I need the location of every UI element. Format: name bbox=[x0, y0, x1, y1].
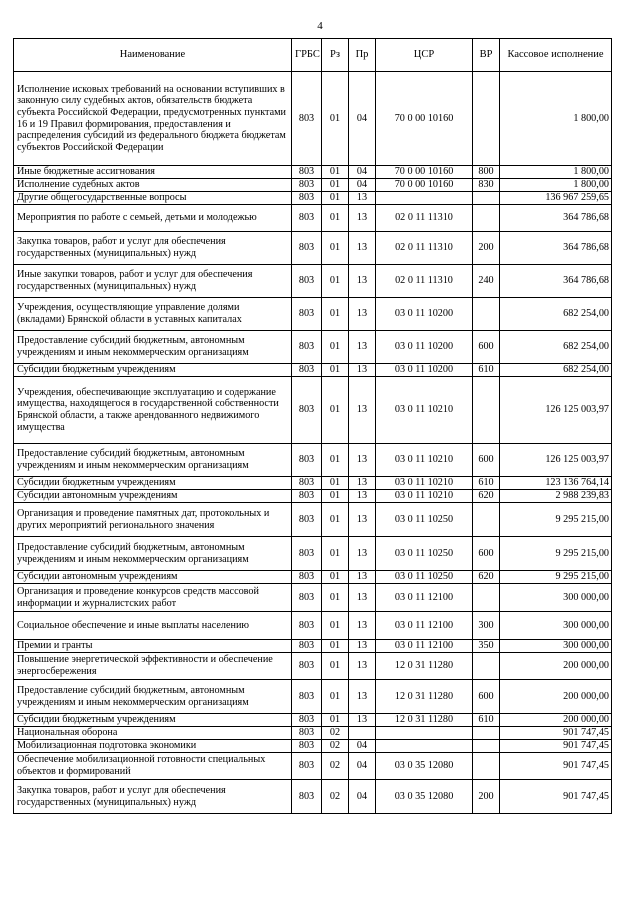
table-row bbox=[14, 377, 612, 444]
cell-vr: 600 bbox=[473, 444, 500, 477]
cell-csr: 03 0 11 12100 bbox=[376, 612, 473, 640]
cell-pr: 13 bbox=[349, 205, 376, 232]
cell-name: Учреждения, осуществляющие управление долями (вкладами) Брянской области в уставных капиталах bbox=[14, 298, 292, 331]
cell-csr: 70 0 00 10160 bbox=[376, 179, 473, 192]
cell-csr: 12 0 31 11280 bbox=[376, 714, 473, 727]
cell-pr: 04 bbox=[349, 179, 376, 192]
cell-csr: 03 0 11 10250 bbox=[376, 503, 473, 537]
cell-name: Субсидии бюджетным учреждениям bbox=[14, 714, 292, 727]
cell-pr: 13 bbox=[349, 653, 376, 680]
cell-rz: 01 bbox=[322, 232, 349, 265]
page-number: 4 bbox=[317, 20, 323, 32]
cell-name: Субсидии бюджетным учреждениям bbox=[14, 364, 292, 377]
cell-vr: 200 bbox=[473, 780, 500, 814]
cell-csr: 03 0 11 10200 bbox=[376, 298, 473, 331]
table-row bbox=[14, 232, 612, 265]
cell-vr bbox=[473, 377, 500, 444]
cell-csr: 12 0 31 11280 bbox=[376, 680, 473, 714]
cell-grbs: 803 bbox=[292, 753, 322, 780]
cell-rz: 01 bbox=[322, 166, 349, 179]
cell-pr: 13 bbox=[349, 571, 376, 584]
cell-name: Иные бюджетные ассигнования bbox=[14, 166, 292, 179]
cell-vr: 830 bbox=[473, 179, 500, 192]
cell-sum: 9 295 215,00 bbox=[500, 571, 612, 584]
header-grbs: ГРБС bbox=[292, 39, 322, 72]
cell-csr: 03 0 11 10210 bbox=[376, 444, 473, 477]
cell-grbs: 803 bbox=[292, 780, 322, 814]
table-row bbox=[14, 537, 612, 571]
table-row bbox=[14, 740, 612, 753]
table-row bbox=[14, 205, 612, 232]
cell-sum: 1 800,00 bbox=[500, 166, 612, 179]
cell-grbs: 803 bbox=[292, 265, 322, 298]
table-row bbox=[14, 331, 612, 364]
cell-rz: 01 bbox=[322, 192, 349, 205]
cell-rz: 01 bbox=[322, 179, 349, 192]
table-row bbox=[14, 298, 612, 331]
cell-csr: 03 0 11 12100 bbox=[376, 640, 473, 653]
cell-sum: 300 000,00 bbox=[500, 584, 612, 612]
cell-vr: 300 bbox=[473, 612, 500, 640]
cell-grbs: 803 bbox=[292, 166, 322, 179]
cell-csr: 02 0 11 11310 bbox=[376, 232, 473, 265]
cell-rz: 01 bbox=[322, 714, 349, 727]
cell-sum: 901 747,45 bbox=[500, 727, 612, 740]
cell-pr: 13 bbox=[349, 490, 376, 503]
table-row bbox=[14, 490, 612, 503]
table-row bbox=[14, 612, 612, 640]
cell-vr bbox=[473, 205, 500, 232]
cell-pr: 04 bbox=[349, 72, 376, 166]
cell-grbs: 803 bbox=[292, 714, 322, 727]
cell-sum: 1 800,00 bbox=[500, 72, 612, 166]
cell-pr: 13 bbox=[349, 537, 376, 571]
cell-rz: 01 bbox=[322, 537, 349, 571]
cell-pr: 13 bbox=[349, 364, 376, 377]
cell-vr: 800 bbox=[473, 166, 500, 179]
cell-rz: 01 bbox=[322, 477, 349, 490]
cell-csr: 70 0 00 10160 bbox=[376, 72, 473, 166]
cell-grbs: 803 bbox=[292, 205, 322, 232]
cell-grbs: 803 bbox=[292, 331, 322, 364]
cell-grbs: 803 bbox=[292, 612, 322, 640]
cell-grbs: 803 bbox=[292, 298, 322, 331]
cell-sum: 9 295 215,00 bbox=[500, 537, 612, 571]
cell-name: Исполнение исковых требований на основании вступивших в законную силу судебных актов, обязательств бюджета субъекта Российской Федерации, предусмотренных пунктами 16 и 19 Правил формирования, предоставления и распределения субсидий из федерального бюджета бюджетам субъектов Российской Федерации bbox=[14, 72, 292, 166]
cell-csr: 03 0 11 10210 bbox=[376, 490, 473, 503]
cell-sum: 901 747,45 bbox=[500, 753, 612, 780]
cell-rz: 01 bbox=[322, 490, 349, 503]
cell-rz: 01 bbox=[322, 331, 349, 364]
cell-name: Предоставление субсидий бюджетным, автономным учреждениям и иным некоммерческим организациям bbox=[14, 680, 292, 714]
cell-sum: 364 786,68 bbox=[500, 232, 612, 265]
cell-grbs: 803 bbox=[292, 571, 322, 584]
cell-pr: 13 bbox=[349, 503, 376, 537]
table-row bbox=[14, 780, 612, 814]
cell-name: Мероприятия по работе с семьей, детьми и молодежью bbox=[14, 205, 292, 232]
header-rz: Рз bbox=[322, 39, 349, 72]
cell-pr: 13 bbox=[349, 232, 376, 265]
cell-sum: 300 000,00 bbox=[500, 640, 612, 653]
cell-vr bbox=[473, 584, 500, 612]
cell-sum: 300 000,00 bbox=[500, 612, 612, 640]
cell-csr: 03 0 11 10250 bbox=[376, 571, 473, 584]
cell-grbs: 803 bbox=[292, 490, 322, 503]
cell-csr bbox=[376, 727, 473, 740]
cell-sum: 682 254,00 bbox=[500, 364, 612, 377]
cell-csr bbox=[376, 740, 473, 753]
cell-csr: 02 0 11 11310 bbox=[376, 205, 473, 232]
cell-name: Предоставление субсидий бюджетным, автономным учреждениям и иным некоммерческим организациям bbox=[14, 444, 292, 477]
cell-csr: 03 0 11 10200 bbox=[376, 331, 473, 364]
cell-rz: 01 bbox=[322, 653, 349, 680]
cell-sum: 1 800,00 bbox=[500, 179, 612, 192]
cell-pr: 04 bbox=[349, 740, 376, 753]
table-row bbox=[14, 640, 612, 653]
cell-grbs: 803 bbox=[292, 232, 322, 265]
cell-rz: 02 bbox=[322, 753, 349, 780]
cell-rz: 01 bbox=[322, 377, 349, 444]
cell-pr: 04 bbox=[349, 753, 376, 780]
table-row bbox=[14, 584, 612, 612]
table-row bbox=[14, 179, 612, 192]
cell-pr: 13 bbox=[349, 298, 376, 331]
cell-name: Учреждения, обеспечивающие эксплуатацию и содержание имущества, находящегося в государственной собственности Брянской области, а также арендованного недвижимого имущества bbox=[14, 377, 292, 444]
cell-sum: 136 967 259,65 bbox=[500, 192, 612, 205]
table-header-row bbox=[14, 39, 612, 72]
cell-rz: 01 bbox=[322, 612, 349, 640]
cell-grbs: 803 bbox=[292, 72, 322, 166]
cell-rz: 01 bbox=[322, 571, 349, 584]
cell-grbs: 803 bbox=[292, 503, 322, 537]
cell-pr: 04 bbox=[349, 166, 376, 179]
cell-csr: 03 0 11 10210 bbox=[376, 477, 473, 490]
cell-name: Социальное обеспечение и иные выплаты населению bbox=[14, 612, 292, 640]
cell-sum: 200 000,00 bbox=[500, 714, 612, 727]
header-pr: Пр bbox=[349, 39, 376, 72]
table-row bbox=[14, 653, 612, 680]
cell-pr: 13 bbox=[349, 612, 376, 640]
cell-name: Субсидии автономным учреждениям bbox=[14, 490, 292, 503]
cell-pr: 04 bbox=[349, 780, 376, 814]
cell-name: Субсидии бюджетным учреждениям bbox=[14, 477, 292, 490]
cell-sum: 126 125 003,97 bbox=[500, 444, 612, 477]
table-row bbox=[14, 571, 612, 584]
cell-rz: 01 bbox=[322, 205, 349, 232]
table-row bbox=[14, 477, 612, 490]
cell-rz: 02 bbox=[322, 740, 349, 753]
cell-csr: 03 0 35 12080 bbox=[376, 780, 473, 814]
cell-sum: 364 786,68 bbox=[500, 265, 612, 298]
cell-rz: 01 bbox=[322, 364, 349, 377]
table-row bbox=[14, 166, 612, 179]
cell-csr: 70 0 00 10160 bbox=[376, 166, 473, 179]
cell-rz: 02 bbox=[322, 727, 349, 740]
cell-vr bbox=[473, 72, 500, 166]
cell-vr: 610 bbox=[473, 714, 500, 727]
cell-pr: 13 bbox=[349, 265, 376, 298]
cell-csr: 03 0 11 10250 bbox=[376, 537, 473, 571]
cell-vr bbox=[473, 653, 500, 680]
cell-rz: 01 bbox=[322, 640, 349, 653]
table-row bbox=[14, 444, 612, 477]
cell-vr: 350 bbox=[473, 640, 500, 653]
cell-pr: 13 bbox=[349, 331, 376, 364]
cell-sum: 682 254,00 bbox=[500, 298, 612, 331]
cell-vr: 600 bbox=[473, 680, 500, 714]
cell-rz: 01 bbox=[322, 680, 349, 714]
cell-rz: 01 bbox=[322, 444, 349, 477]
cell-sum: 123 136 764,14 bbox=[500, 477, 612, 490]
cell-grbs: 803 bbox=[292, 680, 322, 714]
header-sum: Кассовое исполнение bbox=[500, 39, 612, 72]
cell-grbs: 803 bbox=[292, 740, 322, 753]
cell-pr: 13 bbox=[349, 584, 376, 612]
cell-csr: 02 0 11 11310 bbox=[376, 265, 473, 298]
cell-name: Премии и гранты bbox=[14, 640, 292, 653]
header-name: Наименование bbox=[14, 39, 292, 72]
cell-grbs: 803 bbox=[292, 727, 322, 740]
cell-grbs: 803 bbox=[292, 179, 322, 192]
cell-vr bbox=[473, 753, 500, 780]
cell-rz: 01 bbox=[322, 72, 349, 166]
cell-vr: 240 bbox=[473, 265, 500, 298]
cell-name: Национальная оборона bbox=[14, 727, 292, 740]
cell-csr: 03 0 11 10210 bbox=[376, 377, 473, 444]
cell-name: Предоставление субсидий бюджетным, автономным учреждениям и иным некоммерческим организациям bbox=[14, 331, 292, 364]
cell-name: Субсидии автономным учреждениям bbox=[14, 571, 292, 584]
cell-pr: 13 bbox=[349, 477, 376, 490]
cell-name: Повышение энергетической эффективности и обеспечение энергосбережения bbox=[14, 653, 292, 680]
cell-pr: 13 bbox=[349, 377, 376, 444]
cell-sum: 901 747,45 bbox=[500, 740, 612, 753]
cell-csr: 03 0 11 10200 bbox=[376, 364, 473, 377]
cell-sum: 364 786,68 bbox=[500, 205, 612, 232]
cell-vr bbox=[473, 740, 500, 753]
cell-grbs: 803 bbox=[292, 640, 322, 653]
cell-name: Закупка товаров, работ и услуг для обеспечения государственных (муниципальных) нужд bbox=[14, 780, 292, 814]
table-row bbox=[14, 265, 612, 298]
cell-name: Обеспечение мобилизационной готовности специальных объектов и формирований bbox=[14, 753, 292, 780]
cell-rz: 01 bbox=[322, 298, 349, 331]
cell-grbs: 803 bbox=[292, 364, 322, 377]
cell-name: Иные закупки товаров, работ и услуг для обеспечения государственных (муниципальных) нужд bbox=[14, 265, 292, 298]
header-csr: ЦСР bbox=[376, 39, 473, 72]
cell-name: Другие общегосударственные вопросы bbox=[14, 192, 292, 205]
table-row bbox=[14, 753, 612, 780]
cell-rz: 01 bbox=[322, 503, 349, 537]
cell-pr bbox=[349, 727, 376, 740]
cell-sum: 2 988 239,83 bbox=[500, 490, 612, 503]
table-row bbox=[14, 680, 612, 714]
cell-pr: 13 bbox=[349, 192, 376, 205]
cell-vr: 620 bbox=[473, 490, 500, 503]
cell-pr: 13 bbox=[349, 714, 376, 727]
table-row bbox=[14, 364, 612, 377]
budget-table bbox=[13, 38, 612, 814]
cell-vr: 610 bbox=[473, 364, 500, 377]
cell-sum: 9 295 215,00 bbox=[500, 503, 612, 537]
cell-vr: 600 bbox=[473, 331, 500, 364]
cell-grbs: 803 bbox=[292, 584, 322, 612]
cell-pr: 13 bbox=[349, 680, 376, 714]
cell-sum: 901 747,45 bbox=[500, 780, 612, 814]
cell-name: Предоставление субсидий бюджетным, автономным учреждениям и иным некоммерческим организациям bbox=[14, 537, 292, 571]
header-vr: ВР bbox=[473, 39, 500, 72]
cell-pr: 13 bbox=[349, 640, 376, 653]
cell-name: Исполнение судебных актов bbox=[14, 179, 292, 192]
cell-grbs: 803 bbox=[292, 477, 322, 490]
table-row bbox=[14, 503, 612, 537]
cell-grbs: 803 bbox=[292, 377, 322, 444]
cell-rz: 01 bbox=[322, 265, 349, 298]
cell-name: Закупка товаров, работ и услуг для обеспечения государственных (муниципальных) нужд bbox=[14, 232, 292, 265]
cell-csr bbox=[376, 192, 473, 205]
cell-pr: 13 bbox=[349, 444, 376, 477]
cell-sum: 200 000,00 bbox=[500, 653, 612, 680]
cell-rz: 02 bbox=[322, 780, 349, 814]
cell-csr: 03 0 11 12100 bbox=[376, 584, 473, 612]
cell-sum: 682 254,00 bbox=[500, 331, 612, 364]
table-row bbox=[14, 727, 612, 740]
cell-sum: 200 000,00 bbox=[500, 680, 612, 714]
cell-csr: 12 0 31 11280 bbox=[376, 653, 473, 680]
table-row bbox=[14, 72, 612, 166]
table-body bbox=[14, 72, 612, 814]
cell-grbs: 803 bbox=[292, 653, 322, 680]
cell-vr: 600 bbox=[473, 537, 500, 571]
cell-vr bbox=[473, 298, 500, 331]
cell-grbs: 803 bbox=[292, 192, 322, 205]
cell-csr: 03 0 35 12080 bbox=[376, 753, 473, 780]
cell-vr: 620 bbox=[473, 571, 500, 584]
cell-vr: 200 bbox=[473, 232, 500, 265]
cell-vr: 610 bbox=[473, 477, 500, 490]
cell-name: Мобилизационная подготовка экономики bbox=[14, 740, 292, 753]
cell-vr bbox=[473, 727, 500, 740]
cell-name: Организация и проведение памятных дат, протокольных и других мероприятий регионального значения bbox=[14, 503, 292, 537]
cell-rz: 01 bbox=[322, 584, 349, 612]
table-row bbox=[14, 192, 612, 205]
table-row bbox=[14, 714, 612, 727]
cell-sum: 126 125 003,97 bbox=[500, 377, 612, 444]
cell-name: Организация и проведение конкурсов средств массовой информации и журналистских работ bbox=[14, 584, 292, 612]
cell-vr bbox=[473, 503, 500, 537]
cell-vr bbox=[473, 192, 500, 205]
cell-grbs: 803 bbox=[292, 444, 322, 477]
cell-grbs: 803 bbox=[292, 537, 322, 571]
